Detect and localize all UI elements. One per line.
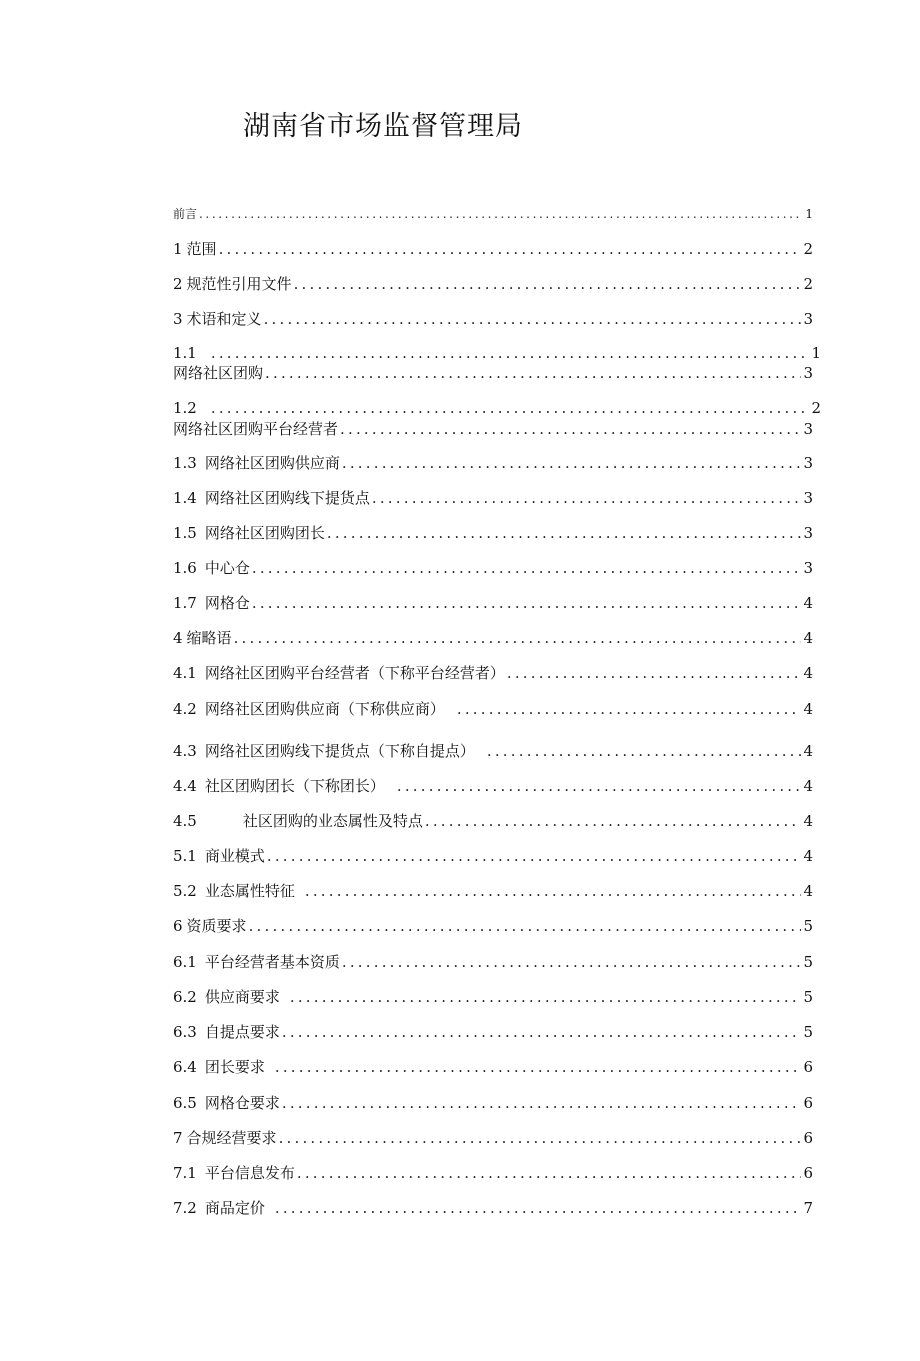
- toc-entry-page: 4: [803, 882, 813, 900]
- toc-leader-dots: [397, 775, 802, 797]
- toc-leader-dots: [249, 915, 802, 937]
- toc-entry[interactable]: [173, 1021, 813, 1043]
- toc-entry-text: 自提点要求: [204, 1023, 280, 1041]
- toc-entry-page: 3: [803, 524, 813, 542]
- toc-leader-dots: [275, 1197, 802, 1219]
- toc-leader-dots: [305, 880, 802, 902]
- toc-leader-dots: [199, 203, 803, 225]
- toc-entry-text: 网络社区团购: [173, 364, 264, 382]
- toc-entry[interactable]: [173, 362, 813, 384]
- toc-entry-page: 4: [803, 742, 813, 760]
- toc-leader-dots: [282, 1021, 802, 1043]
- toc-entry-text: 网格仓要求: [204, 1094, 280, 1112]
- toc-leader-dots: [275, 1056, 802, 1078]
- toc-entry-number: 1.2: [173, 399, 197, 417]
- toc-entry[interactable]: [173, 487, 813, 509]
- toc-entry-text: 网络社区团购线下提货点（下称自提点）: [204, 742, 475, 760]
- toc-entry-text: 范围: [186, 240, 217, 258]
- toc-entry-text: 网络社区团购线下提货点: [204, 489, 370, 507]
- toc-leader-dots: [252, 592, 802, 614]
- toc-entry-page: 3: [803, 559, 813, 577]
- toc-leader-dots: [211, 342, 810, 364]
- toc-entry-page: 6: [803, 1058, 813, 1076]
- toc-entry-page: 2: [803, 275, 813, 293]
- toc-entry-text: 业态属性特征: [204, 882, 295, 900]
- toc-entry[interactable]: [173, 342, 821, 364]
- toc-entry-text: 平台经营者基本资质: [204, 953, 340, 971]
- toc-leader-dots: [487, 740, 802, 762]
- toc-leader-dots: [425, 810, 802, 832]
- toc-entry-number: 4.5: [173, 812, 197, 830]
- toc-entry-text: 网络社区团购平台经营者（下称平台经营者）: [204, 664, 505, 682]
- toc-entry-text: 社区团购的业态属性及特点: [242, 812, 423, 830]
- toc-entry-number: 1.7: [173, 594, 197, 612]
- toc-entry[interactable]: [173, 662, 813, 684]
- toc-entry-text: 网络社区团购供应商: [204, 454, 340, 472]
- toc-entry-page: 1: [811, 344, 821, 362]
- toc-leader-dots: [342, 951, 802, 973]
- toc-entry-number: 1.4: [173, 489, 197, 507]
- toc-leader-dots: [267, 845, 802, 867]
- toc-entry-page: 3: [803, 364, 813, 382]
- toc-entry-number: 6.3: [173, 1023, 197, 1041]
- toc-entry[interactable]: [173, 845, 813, 867]
- toc-entry-text: 网格仓: [204, 594, 250, 612]
- toc-entry-page: 4: [803, 700, 813, 718]
- toc-entry-number: 1.3: [173, 454, 197, 472]
- toc-entry[interactable]: [173, 557, 813, 579]
- toc-entry-page: 3: [803, 420, 813, 438]
- toc-leader-dots: [327, 522, 802, 544]
- toc-entry-text: 供应商要求: [204, 988, 280, 1006]
- toc-entry[interactable]: [173, 1056, 813, 1078]
- toc-entry-page: 5: [803, 953, 813, 971]
- toc-entry-number: 7.1: [173, 1164, 197, 1182]
- toc-entry-page: 4: [803, 777, 813, 795]
- toc-entry-number: 1.1: [173, 344, 197, 362]
- toc-entry-text: 网络社区团购供应商（下称供应商）: [204, 700, 445, 718]
- toc-entry-text: 网络社区团购团长: [204, 524, 325, 542]
- toc-entry-number: 1: [173, 240, 183, 258]
- toc-leader-dots: [507, 662, 802, 684]
- toc-entry-page: 3: [803, 454, 813, 472]
- toc-entry-page: 6: [803, 1094, 813, 1112]
- toc-entry[interactable]: [173, 592, 813, 614]
- toc-entry-number: 4.1: [173, 664, 197, 682]
- toc-entry-page: 3: [803, 489, 813, 507]
- toc-entry-number: 2: [173, 275, 183, 293]
- toc-leader-dots: [219, 238, 802, 260]
- toc-leader-dots: [252, 557, 802, 579]
- toc-entry-number: 4.2: [173, 700, 197, 718]
- toc-entry-number: 6.1: [173, 953, 197, 971]
- toc-entry-page: 6: [803, 1164, 813, 1182]
- toc-entry[interactable]: [173, 1092, 813, 1114]
- toc-leader-dots: [265, 362, 801, 384]
- toc-entry[interactable]: [173, 522, 813, 544]
- toc-entry-text: 中心仓: [204, 559, 250, 577]
- toc-entry-number: 1.6: [173, 559, 197, 577]
- toc-entry-number: 6.5: [173, 1094, 197, 1112]
- toc-entry[interactable]: [173, 1127, 813, 1149]
- toc-entry[interactable]: [173, 986, 813, 1008]
- toc-entry[interactable]: [173, 951, 813, 973]
- toc-leader-dots: [290, 986, 802, 1008]
- toc-entry[interactable]: [173, 1197, 813, 1219]
- toc-entry[interactable]: [173, 810, 813, 832]
- toc-entry[interactable]: [173, 915, 813, 937]
- toc-entry-page: 2: [803, 240, 813, 258]
- toc-entry[interactable]: [173, 880, 813, 902]
- toc-entry-number: 7: [173, 1129, 183, 1147]
- toc-entry-number: 1.5: [173, 524, 197, 542]
- toc-entry[interactable]: [173, 418, 813, 440]
- toc-leader-dots: [342, 452, 802, 474]
- toc-leader-dots: [211, 397, 810, 419]
- toc-entry[interactable]: [173, 1162, 813, 1184]
- toc-leader-dots: [372, 487, 802, 509]
- toc-entry-number: 3: [173, 310, 183, 328]
- toc-entry-number: 5.2: [173, 882, 197, 900]
- toc-entry-page: 1: [805, 207, 813, 221]
- toc-entry-text: 商业模式: [204, 847, 265, 865]
- toc-entry-page: 4: [803, 664, 813, 682]
- toc-leader-dots: [234, 627, 802, 649]
- toc-leader-dots: [264, 308, 802, 330]
- toc-entry-text: 缩略语: [186, 629, 232, 647]
- toc-entry[interactable]: [173, 203, 813, 225]
- toc-entry-text: 合规经营要求: [186, 1129, 277, 1147]
- toc-entry-page: 5: [803, 988, 813, 1006]
- toc-entry[interactable]: [173, 273, 813, 295]
- toc-entry-text: 资质要求: [186, 917, 247, 935]
- toc-entry-text: 网络社区团购平台经营者: [173, 420, 339, 438]
- toc-entry-text: 商品定价: [204, 1199, 265, 1217]
- toc-entry-number: 6: [173, 917, 183, 935]
- toc-entry-number: 6.2: [173, 988, 197, 1006]
- toc-entry-page: 4: [803, 594, 813, 612]
- toc-leader-dots: [279, 1127, 802, 1149]
- toc-entry-page: 4: [803, 812, 813, 830]
- toc-entry[interactable]: [173, 308, 813, 330]
- toc-entry-text: 前言: [173, 207, 198, 221]
- toc-leader-dots: [297, 1162, 802, 1184]
- toc-entry-number: 4.3: [173, 742, 197, 760]
- toc-entry-page: 5: [803, 1023, 813, 1041]
- toc-entry-number: 4.4: [173, 777, 197, 795]
- toc-entry-text: 规范性引用文件: [186, 275, 292, 293]
- toc-entry-page: 4: [803, 847, 813, 865]
- toc-entry[interactable]: [173, 740, 813, 762]
- toc-leader-dots: [294, 273, 802, 295]
- toc-entry-text: 平台信息发布: [204, 1164, 295, 1182]
- document-title: 湖南省市场监督管理局: [243, 111, 523, 142]
- toc-entry[interactable]: [173, 698, 813, 720]
- toc-entry-text: 术语和定义: [186, 310, 262, 328]
- toc-leader-dots: [340, 418, 801, 440]
- toc-entry-page: 4: [803, 629, 813, 647]
- toc-entry-page: 6: [803, 1129, 813, 1147]
- toc-leader-dots: [282, 1092, 802, 1114]
- toc-entry-number: 7.2: [173, 1199, 197, 1217]
- toc-entry-text: 社区团购团长（下称团长）: [204, 777, 385, 795]
- toc-entry-page: 5: [803, 917, 813, 935]
- toc-entry-page: 7: [803, 1199, 813, 1217]
- toc-entry[interactable]: [173, 452, 813, 474]
- toc-entry-number: 6.4: [173, 1058, 197, 1076]
- toc-entry-page: 3: [803, 310, 813, 328]
- toc-entry-text: 团长要求: [204, 1058, 265, 1076]
- toc-entry-page: 2: [811, 399, 821, 417]
- toc-leader-dots: [457, 698, 802, 720]
- toc-entry[interactable]: [173, 775, 813, 797]
- toc-entry[interactable]: [173, 397, 821, 419]
- toc-entry-number: 5.1: [173, 847, 197, 865]
- toc-entry-number: 4: [173, 629, 183, 647]
- toc-entry[interactable]: [173, 627, 813, 649]
- toc-entry[interactable]: [173, 238, 813, 260]
